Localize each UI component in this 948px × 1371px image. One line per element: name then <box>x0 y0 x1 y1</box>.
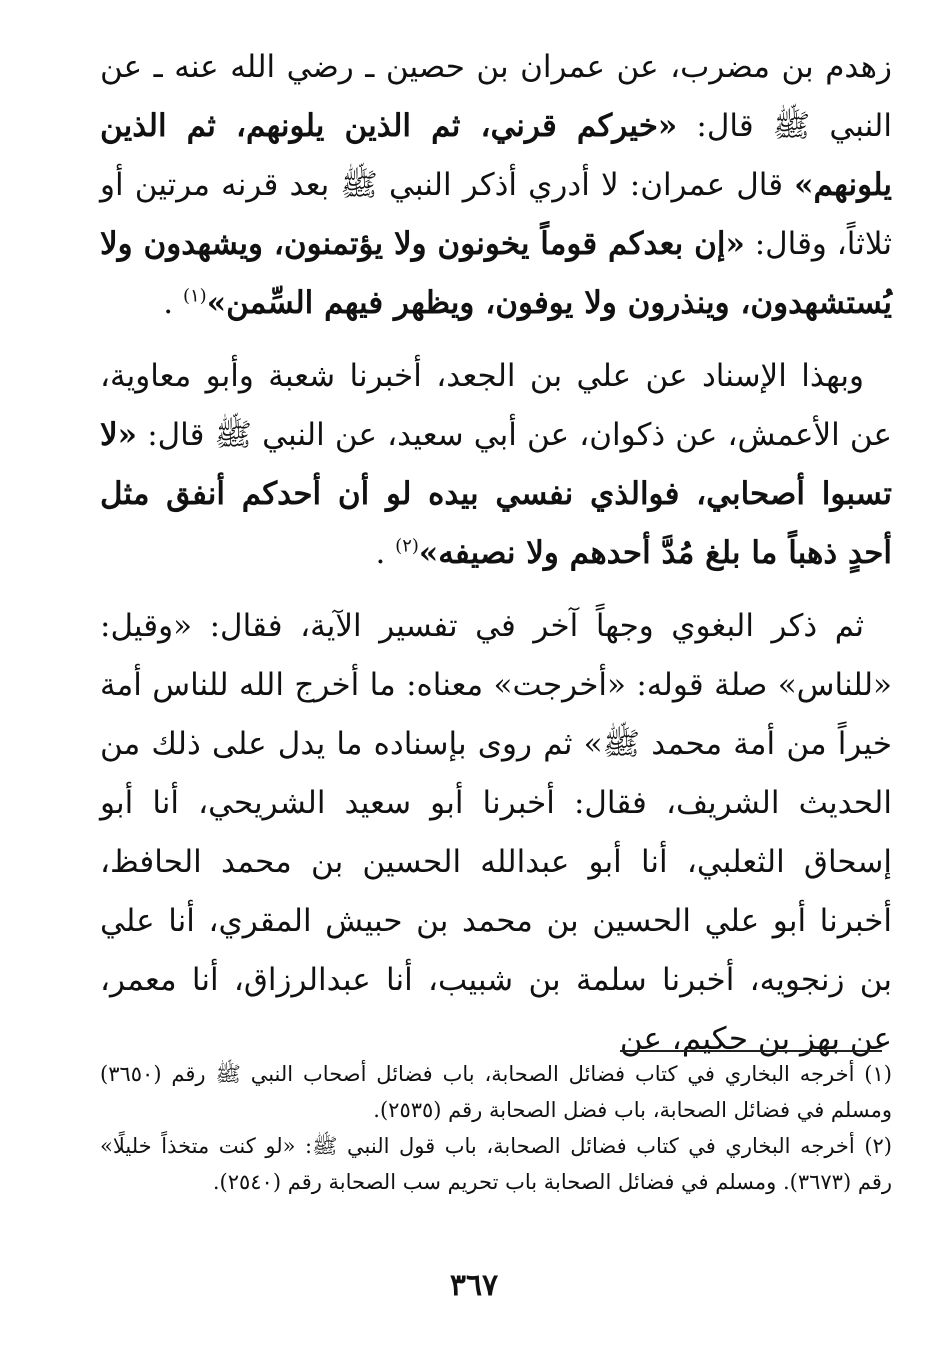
paragraph-3-text: ثم ذكر البغوي وجهاً آخر في تفسير الآية، فقال: «وقيل: «للناس» صلة قوله: «أخرجت» معناه: ما أخرج الله للناس أمة خيراً من أمة محمد ﷺ» ثم روى بإسناده ما يدل على ذلك من الحديث الشريف، فقال: أخبرنا أبو سعيد الشريحي، أنا أبو إسحاق الثعلبي، أنا أبو عبدالله الحسين بن محمد الحافظ، أخبرنا أبو علي الحسين بن محمد بن حبيش المقري، أنا علي بن زنجويه، أخبرنا سلمة بن شبيب، أنا عبدالرزاق، أنا معمر، عن بهز بن حكيم، عن <box>100 608 892 1057</box>
footnote-separator <box>620 1050 882 1052</box>
paragraph-1-text-2: قال عمران: لا أدري أذكر النبي ﷺ بعد قرنه مرتين أو ثلاثاً، وقال: <box>100 167 892 262</box>
paragraph-2-text: وبهذا الإسناد عن علي بن الجعد، أخبرنا شعبة وأبو معاوية، عن الأعمش، عن ذكوان، عن أبي سعيد، عن النبي ﷺ قال: <box>100 358 892 453</box>
page-number: ٣٦٧ <box>449 1268 499 1303</box>
paragraph-3 <box>100 597 892 1069</box>
hadith-quote: «خيركم قرني، ثم الذين يلونهم، ثم الذين يلونهم» <box>100 108 892 203</box>
paragraph-1-end: . <box>163 285 183 321</box>
paragraph-2-end: . <box>375 535 396 571</box>
main-text <box>100 38 892 1083</box>
footnote-ref-1[interactable]: (١) <box>182 285 207 307</box>
footnote-2: (٢) أخرجه البخاري في كتاب فضائل الصحابة، باب قول النبي ﷺ: «لو كنت متخذاً خليلًا» رقم (٣٦٧٣). ومسلم في فضائل الصحابة باب تحريم سب الصحابة رقم (٢٥٤٠). <box>100 1134 892 1194</box>
footnote-1: (١) أخرجه البخاري في كتاب فضائل الصحابة، باب فضائل أصحاب النبي ﷺ رقم (٣٦٥٠) ومسلم في فضائل الصحابة، باب فضل الصحابة رقم (٢٥٣٥). <box>100 1062 892 1122</box>
paragraph-2 <box>100 347 892 583</box>
footnote-ref-2[interactable]: (٢) <box>395 535 419 557</box>
paragraph-1-text: زهدم بن مضرب، عن عمران بن حصين ـ رضي الله عنه ـ عن النبي ﷺ قال: <box>100 49 892 144</box>
hadith-quote-3: «لا تسبوا أصحابي، فوالذي نفسي بيده لو أن أحدكم أنفق مثل أحدٍ ذهباً ما بلغ مُدَّ أحدهم ولا نصيفه» <box>100 417 892 571</box>
paragraph-1 <box>100 38 892 333</box>
hadith-quote-2: «إن بعدكم قوماً يخونون ولا يؤتمنون، ويشهدون ولا يُستشهدون، وينذرون ولا يوفون، ويظهر فيهم السِّمن» <box>100 226 892 321</box>
footnotes <box>100 1056 892 1200</box>
